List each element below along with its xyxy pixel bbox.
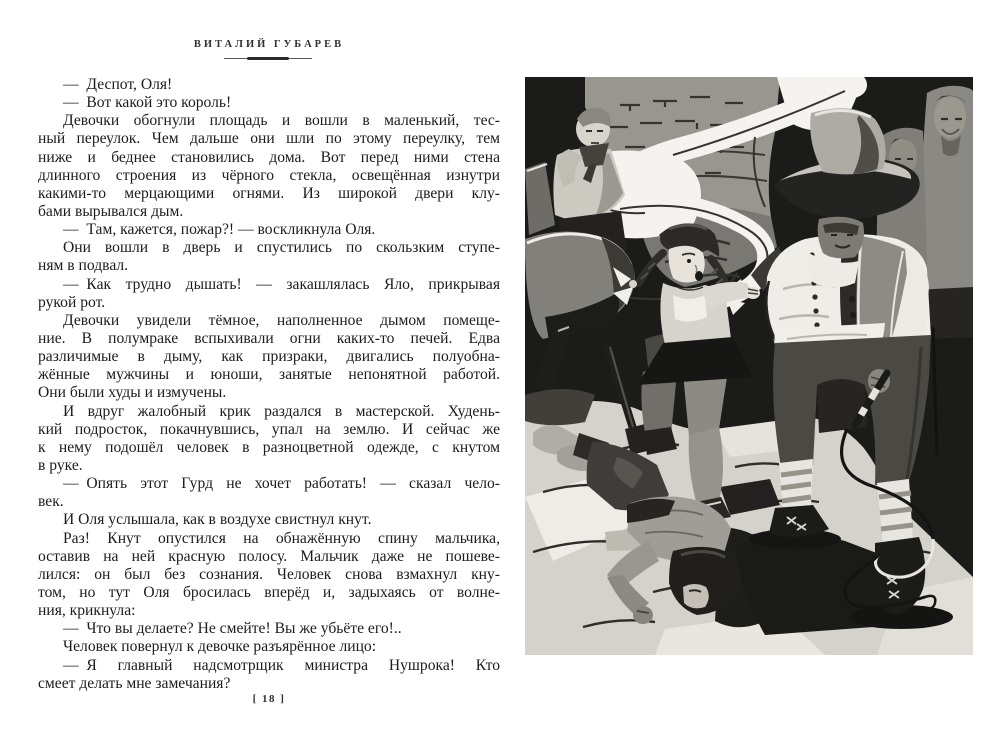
text-line: Раз! Кнут опустился на обнажённую спину мальчика, [63, 529, 500, 547]
text-line: ням в подвал. [38, 257, 129, 275]
text-line: Они были худы и измучены. [38, 384, 227, 402]
text-line: — Вот какой это король! [63, 94, 232, 112]
text-line: И Оля услышала, как в воздухе свистнул кнут. [63, 511, 372, 529]
running-head-rule [224, 58, 312, 63]
text-line: Девочки увидели тёмное, наполненное дымом помеще- [63, 311, 500, 329]
text-line: ниже и беднее становились дома. Вот перед ними стена [38, 148, 500, 166]
rule-center [247, 57, 289, 61]
text-line: длинного строения из чёрного стекла, освещённая изнутри [38, 166, 500, 184]
text-line: Человек повернул к девочке разъярённое лицо: [63, 638, 377, 656]
text-line: жённые мужчины и юноши, занятые непонятной работой. [38, 366, 500, 384]
text-line: Они вошли в дверь и спустились по скользким ступе- [63, 239, 500, 257]
text-line: в руке. [38, 456, 83, 474]
text-line: смеет делать мне замечания? [38, 674, 231, 692]
text-line: бами вырывался дым. [38, 202, 184, 220]
text-line: рукой рот. [38, 293, 106, 311]
text-line: какими-то мерцающими огнями. Из широкой двери клу- [38, 184, 500, 202]
text-line: — Что вы делаете? Не смейте! Вы же убьёте его!.. [63, 620, 402, 638]
body-text [38, 76, 500, 693]
text-line: ный переулок. Чем дальше они шли по этому переулку, тем [38, 130, 500, 148]
text-line: — Опять этот Гурд не хочет работать! — сказал чело- [63, 475, 500, 493]
text-line: том, но тут Оля бросилась вперёд и, задыхаясь от волне- [38, 583, 500, 601]
running-head: ВИТАЛИЙ ГУБАРЕВ [193, 39, 345, 50]
text-line: к нему подошёл человек в разноцветной одежде, с кнутом [38, 438, 500, 456]
text-line: ния, крикнула: [38, 602, 136, 620]
text-line: век. [38, 493, 64, 511]
book-illustration [525, 77, 973, 655]
text-line: — Деспот, Оля! [63, 76, 173, 93]
illustration-canvas [525, 77, 973, 655]
text-line: Девочки обогнули площадь и вошли в маленький, тес- [63, 112, 500, 130]
text-line: лился: он был без сознания. Человек снова взмахнул кну- [38, 565, 500, 583]
text-line: И вдруг жалобный крик раздался в мастерской. Худень- [63, 402, 500, 420]
text-line: оставив на ней красную полосу. Мальчик даже не пошеве- [38, 547, 500, 565]
text-line: различимые в дыму, как призраки, двигались полуобна- [38, 348, 500, 366]
page-number: [ 18 ] [252, 693, 286, 705]
text-line: — Как трудно дышать! — закашлялась Яло, прикрывая [63, 275, 500, 293]
text-line: — Там, кажется, пожар?! — воскликнула Оля. [63, 221, 376, 239]
text-line: кий подросток, покачнувшись, упал на землю. И сейчас же [38, 420, 500, 438]
text-line: ние. В полумраке вспыхивали огни каких-то печей. Едва [38, 329, 500, 347]
text-line: — Я главный надсмотрщик министра Нушрока! Кто [63, 656, 500, 674]
